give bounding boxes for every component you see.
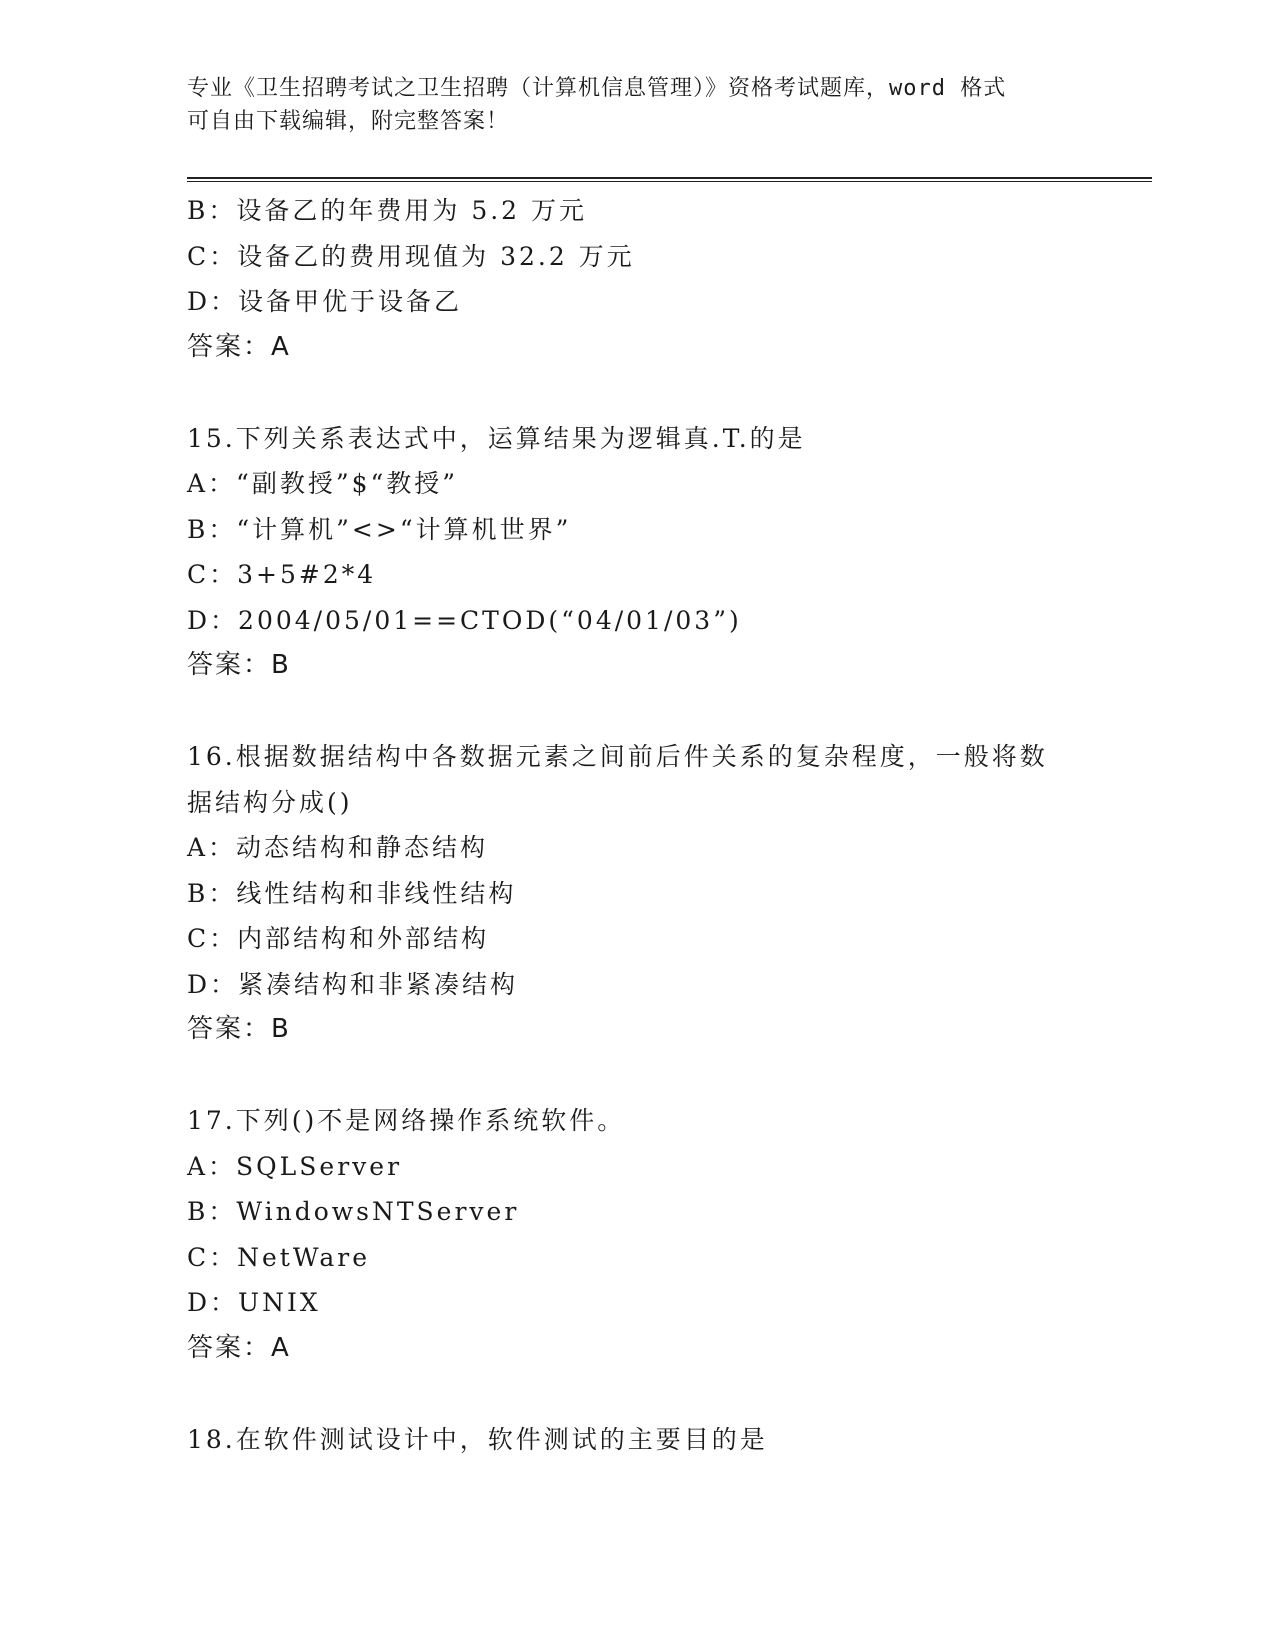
header-line-2: 可自由下载编辑，附完整答案！	[187, 109, 510, 134]
question-content	[187, 188, 1147, 1462]
question-gap	[187, 1053, 1147, 1099]
option-d: D：UNIX	[187, 1288, 321, 1317]
option-c: C：设备乙的费用现值为 32.2 万元	[187, 241, 635, 271]
option-d: D：2004/05/01==CTOD(“04/01/03”)	[187, 605, 742, 635]
option-a: A：SQLServer	[187, 1151, 403, 1181]
question-stem-continued: 据结构分成()	[187, 787, 353, 817]
question-stem: 15.下列关系表达式中，运算结果为逻辑真.T.的是	[187, 423, 806, 453]
option-d: D：设备甲优于设备乙	[187, 287, 463, 316]
question-17	[187, 1098, 1147, 1371]
answer-label: 答案：A	[187, 1332, 291, 1363]
answer-label: 答案：A	[187, 331, 291, 362]
option-c: C：内部结构和外部结构	[187, 924, 490, 953]
question-15	[187, 416, 1147, 689]
question-gap	[187, 1371, 1147, 1417]
option-d: D：紧凑结构和非紧凑结构	[187, 969, 519, 999]
question-stem: 18.在软件测试设计中，软件测试的主要目的是	[187, 1424, 768, 1454]
option-b: B：设备乙的年费用为 5.2 万元	[187, 196, 588, 225]
option-b: B：“计算机”<>“计算机世界”	[187, 514, 572, 544]
option-c: C：3+5#2*4	[187, 560, 377, 589]
option-a: A：“副教授”$“教授”	[187, 469, 459, 498]
answer-label: 答案：B	[187, 1014, 291, 1044]
option-b: B：线性结构和非线性结构	[187, 878, 517, 908]
question-18	[187, 1417, 1147, 1463]
question-16	[187, 734, 1147, 1053]
question-stem: 17.下列()不是网络操作系统软件。	[187, 1106, 626, 1135]
question-gap	[187, 370, 1147, 416]
previous-question	[187, 188, 1147, 370]
question-gap	[187, 689, 1147, 735]
option-a: A：动态结构和静态结构	[187, 833, 489, 862]
option-b: B：WindowsNTServer	[187, 1197, 520, 1226]
header-line-1: 专业《卫生招聘考试之卫生招聘（计算机信息管理）》资格考试题库，word 格式	[187, 76, 1007, 101]
document-header	[187, 72, 1087, 138]
question-stem: 16.根据数据结构中各数据元素之间前后件关系的复杂程度，一般将数	[187, 742, 1048, 771]
answer-label: 答案：B	[187, 650, 291, 680]
option-c: C：NetWare	[187, 1242, 371, 1272]
header-divider	[187, 177, 1152, 182]
